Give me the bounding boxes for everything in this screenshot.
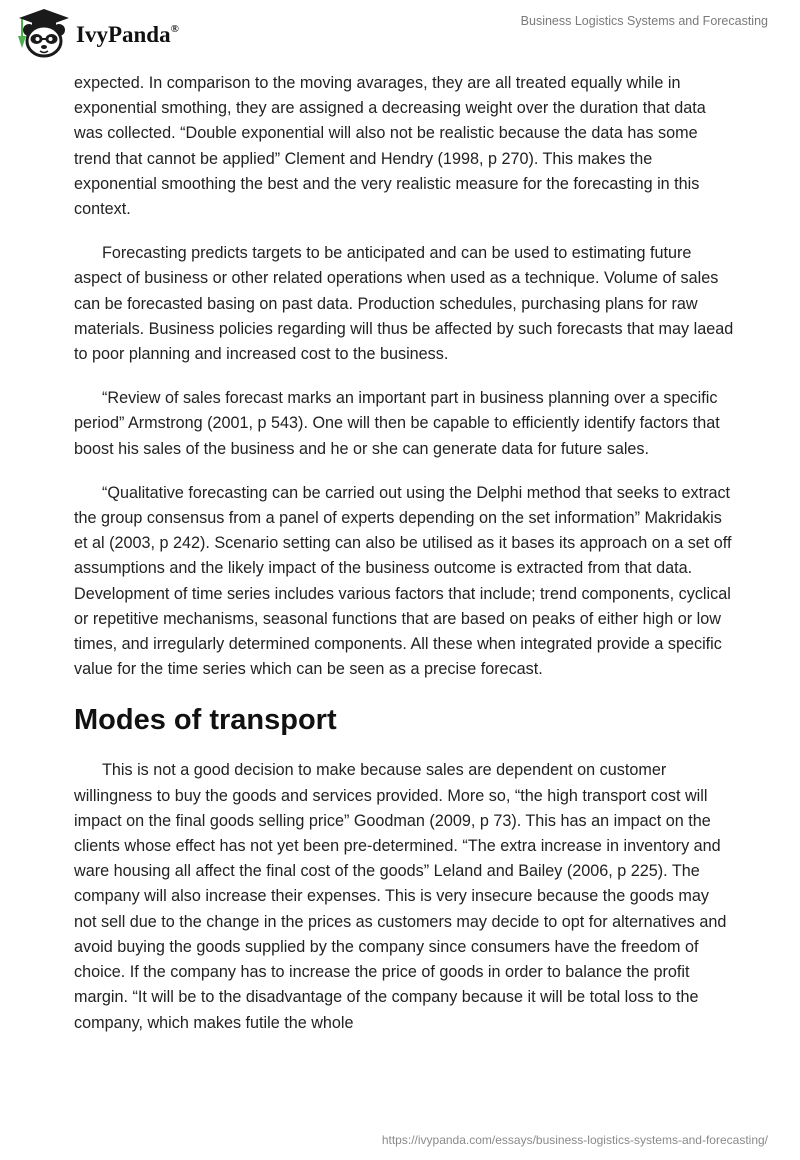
paragraph: Forecasting predicts targets to be anticipated and can be used to estimating future aspect of business or other related operations when used as a technique. Volume of sales can be forecasted basing on past data. Production schedules, purchasing plans for raw materials. Business policies regarding will thus be affected by such forecasts that may laead to poor planning and increased cost to the business. bbox=[74, 244, 734, 364]
paragraph: expected. In comparison to the moving avarages, they are all treated equally while in exponential smothing, they are assigned a decreasing weight over the duration that data was collected. “Double exponential will also not be realistic because the data has some trend that cannot be applied” Clement and Hendry (1998, p 270). This makes the exponential smoothing the best and the very realistic measure for the forecasting in this context. bbox=[74, 74, 706, 219]
source-url[interactable]: https://ivypanda.com/essays/business-logistics-systems-and-forecasting/ bbox=[381, 1133, 768, 1147]
paragraph: “Qualitative forecasting can be carried out using the Delphi method that seeks to extract the group consensus from a panel of experts depending on the set information” Makridakis et al (2003, p 242). Scenario setting can also be utilised as it bases its approach on a set off assumptions and the likely impact of the business outcome is extracted from that data. Development of time series includes various factors that include; trend components, cyclical or repetitive mechanisms, seasonal functions that are based on peaks of either high or low times, and irregularly determined components. All these when integrated provide a specific value for the time series which can be seen as a precise forecast. bbox=[74, 483, 732, 679]
logo-text: IvyPanda® bbox=[76, 22, 179, 47]
section-heading: Modes of transport bbox=[74, 704, 337, 737]
ivypanda-logo[interactable] bbox=[14, 6, 179, 62]
document-title: Business Logistics Systems and Forecasting bbox=[520, 14, 768, 28]
page-header bbox=[0, 0, 800, 70]
paragraph: This is not a good decision to make because sales are dependent on customer willingness to buy the goods and services provided. More so, “the high transport cost will impact on the final goods selling price” Goodman (2009, p 73). This has an impact on the clients whose effect has not yet been pre-determined. “The extra increase in inventory and ware housing all affect the final cost of the goods” Leland and Bailey (2006, p 225). The company will also increase their expenses. This is very insecure because the goods may not sell due to the change in the prices as customers may decide to opt for alternatives and avoid buying the goods supplied by the company since consumers have the freedom of choice. If the company has to increase the price of goods in order to balance the profit margin. “It will be to the disadvantage of the company because it will be total loss to the company, which makes futile the whole bbox=[74, 761, 727, 1032]
panda-graduate-icon bbox=[14, 6, 74, 62]
essay-content bbox=[74, 71, 734, 1055]
paragraph: “Review of sales forecast marks an important part in business planning over a specific period” Armstrong (2001, p 543). One will then be capable to efficiently identify factors that boost his sales of the business and he or she can generate data for future sales. bbox=[74, 389, 720, 458]
